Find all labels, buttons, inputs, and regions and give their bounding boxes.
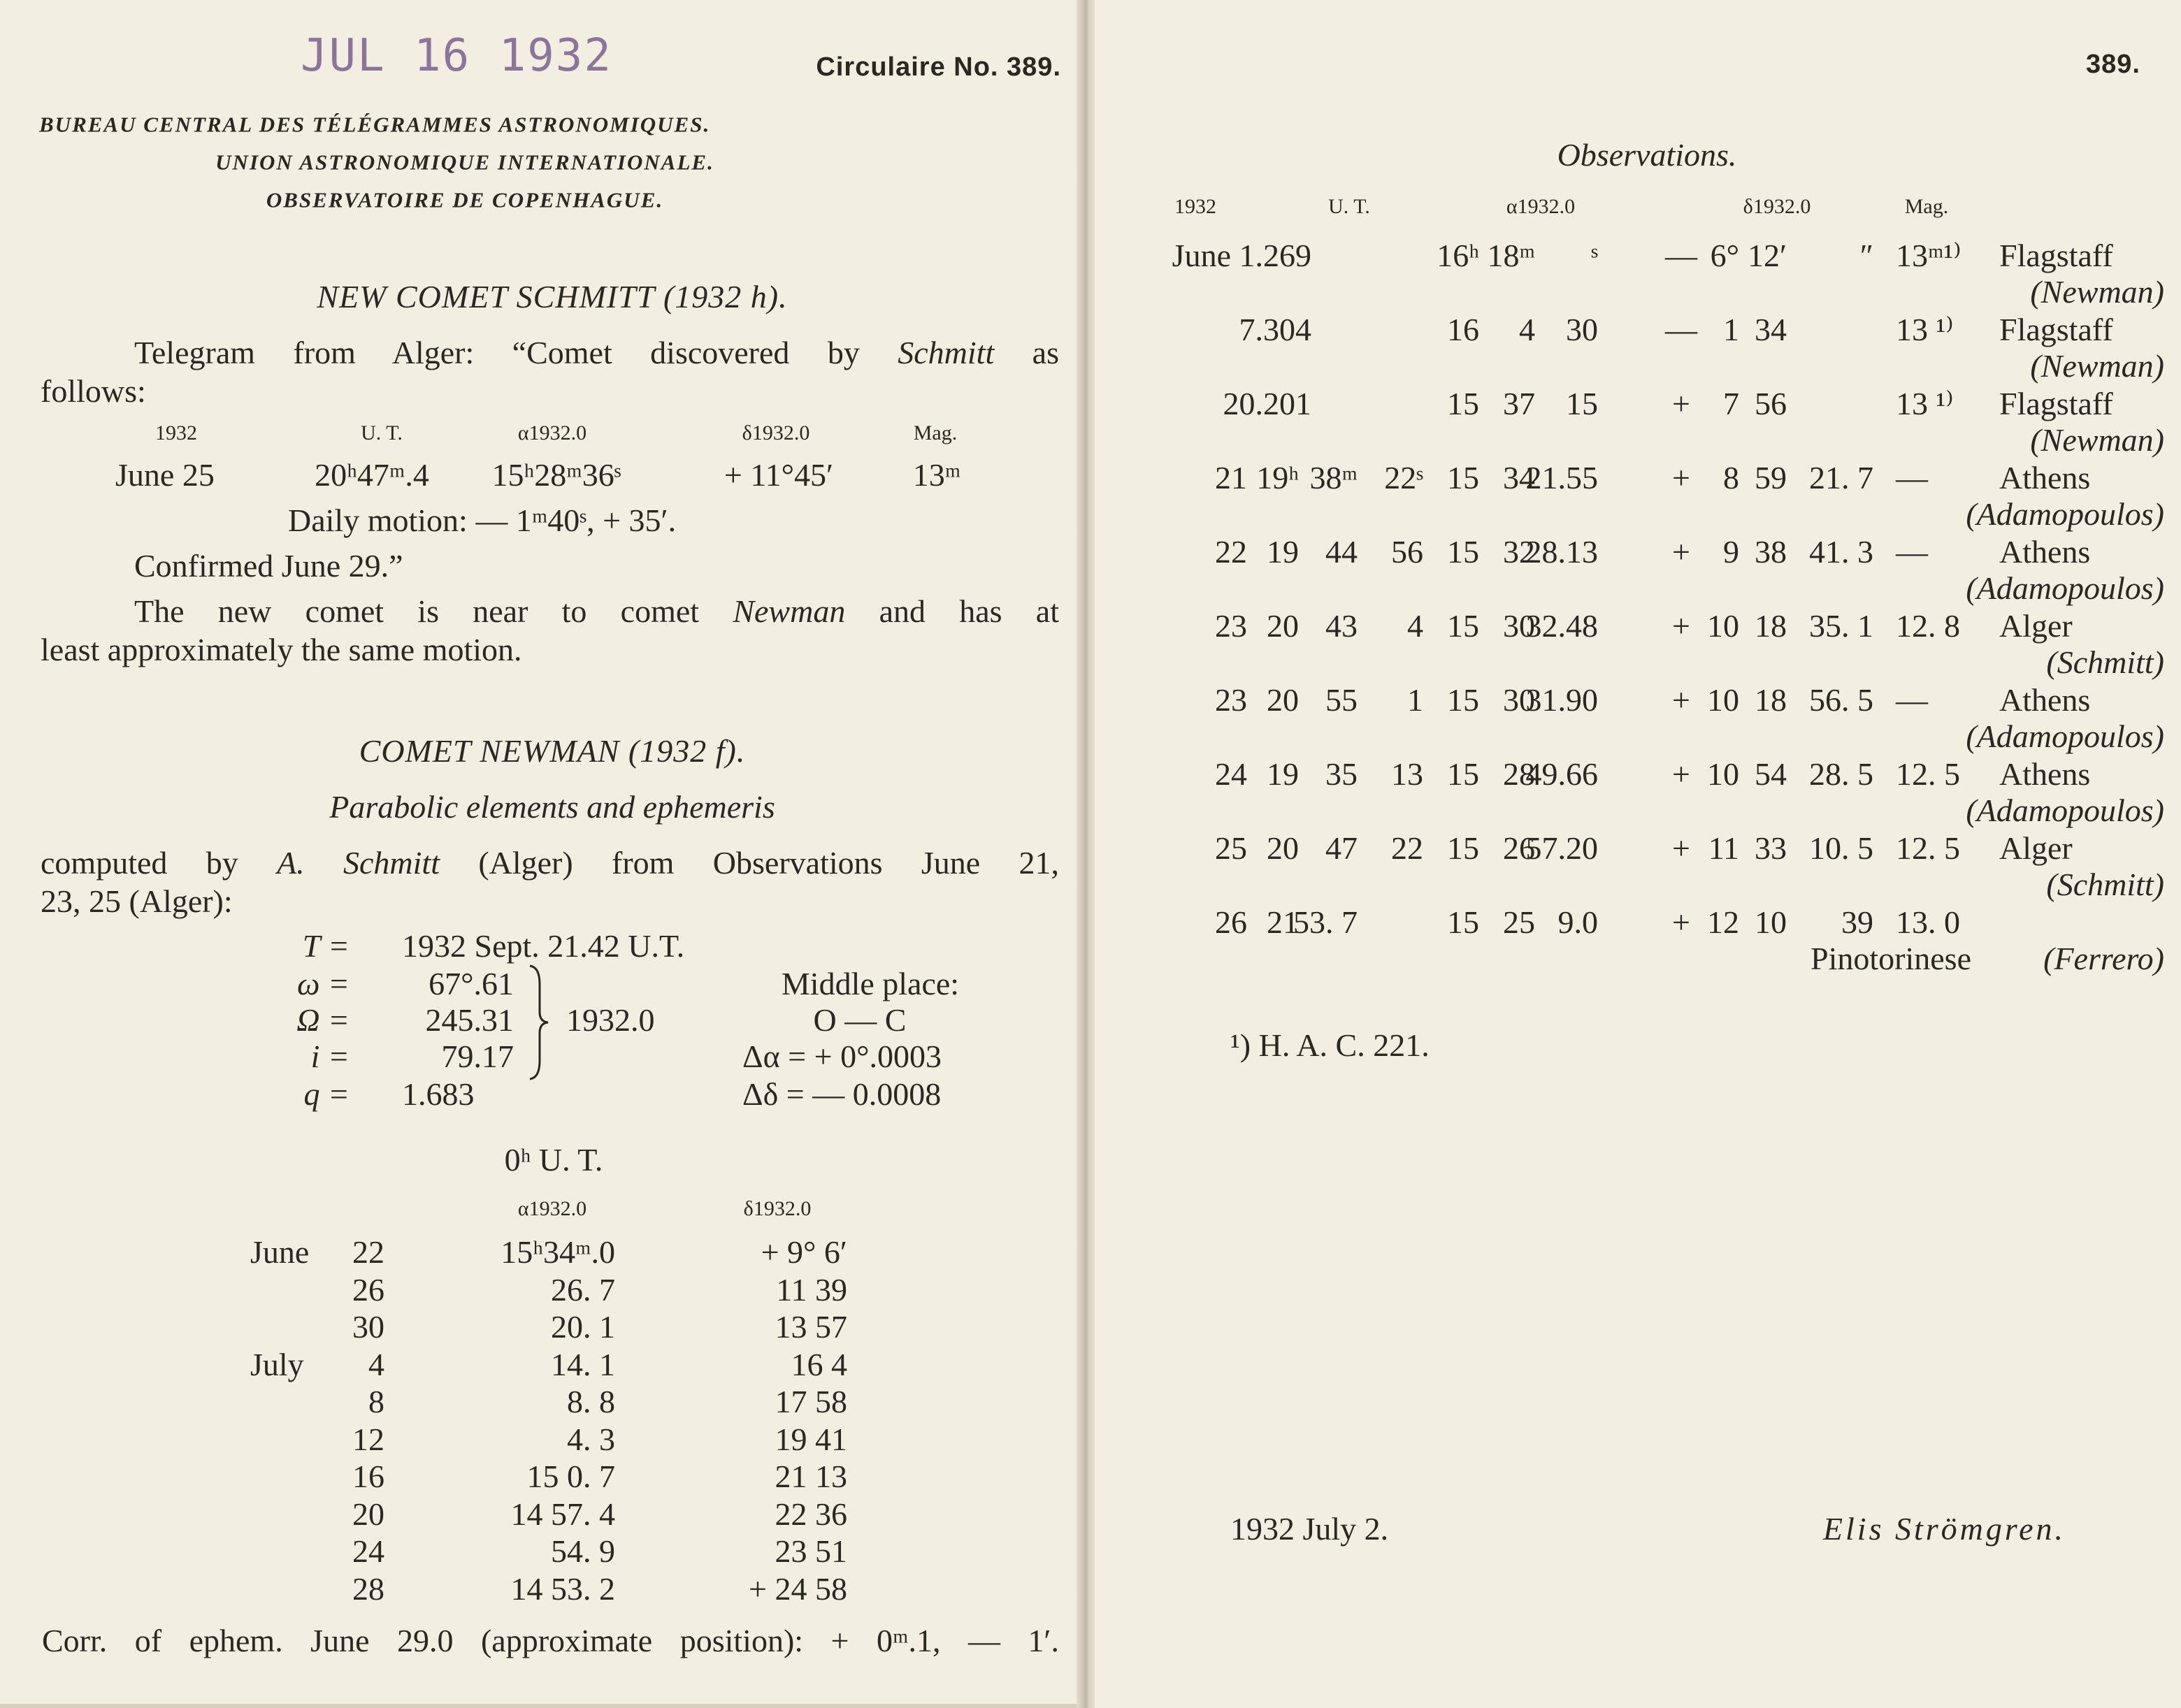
obs-date: June 1.269 — [1172, 238, 1311, 273]
obs-ra: 15 — [1447, 386, 1479, 421]
obs-observer: (Adamopoulos) — [1966, 570, 2164, 606]
obs-station: Flagstaff — [1999, 238, 2113, 273]
obs-date: 20.201 — [1223, 386, 1311, 421]
ephemeris-month: June — [250, 1234, 310, 1270]
obs-ra: 15 — [1447, 460, 1479, 495]
obs-ra: 30 — [1503, 608, 1535, 644]
column-header: Mag. — [913, 421, 958, 444]
obs-station: Athens — [1999, 756, 2091, 792]
ephemeris-correction: Corr. of ephem. June 29.0 (approximate position): + 0ᵐ.1, — 1′. — [42, 1623, 1059, 1658]
ephemeris-epoch: 0ʰ U. T. — [504, 1142, 603, 1178]
text: and has at — [845, 593, 1059, 629]
ephemeris-day: 22 — [352, 1234, 384, 1270]
page-number: 389. — [2086, 50, 2140, 79]
obs-station: Alger — [1999, 608, 2073, 644]
ephemeris-dec: 22 36 — [775, 1496, 847, 1532]
obs-time: 19 — [1267, 534, 1299, 570]
element-symbol: Ω = — [296, 1002, 350, 1038]
note-paragraph — [134, 595, 1059, 628]
confirmed: Confirmed June 29.” — [134, 548, 403, 584]
obs-ra: 4 — [1519, 312, 1535, 347]
obs-time: 47 — [1325, 830, 1358, 866]
obs-dec: 11 — [1708, 830, 1739, 866]
obs-ra: 15 — [1447, 756, 1479, 792]
column-header: δ1932.0 — [1743, 195, 1811, 218]
obs-dec: 34 — [1755, 312, 1787, 347]
obs-dec-sign: + — [1672, 608, 1690, 644]
ephemeris-dec: 19 41 — [775, 1421, 847, 1457]
obs-dec: 10 — [1707, 682, 1739, 718]
text: 23, 25 (Alger): — [41, 883, 233, 919]
daily-motion: Daily motion: — 1ᵐ40ˢ, + 35′. — [288, 502, 677, 538]
issue-date: 1932 July 2. — [1230, 1511, 1389, 1547]
bureau-line: BUREAU CENTRAL DES TÉLÉGRAMMES ASTRONOMIQUES. — [39, 112, 711, 137]
obs-ra: 15 — [1447, 904, 1479, 940]
obs-dec: 54 — [1755, 756, 1787, 792]
obs-dec: 8 — [1723, 460, 1739, 495]
obs-magnitude: 13 ¹⁾ — [1896, 386, 1954, 421]
obs-magnitude: 12. 5 — [1896, 830, 1960, 866]
obs-ra: 15 — [1447, 830, 1479, 866]
obs-dec: 10. 5 — [1809, 830, 1873, 866]
column-header: Mag. — [1904, 195, 1949, 218]
element-symbol: T = — [302, 928, 350, 964]
obs-dec-sign: + — [1672, 904, 1690, 940]
obs-dec: 28. 5 — [1809, 756, 1873, 792]
obs-date: 21 — [1215, 460, 1247, 495]
obs-dec: 38 — [1755, 534, 1787, 570]
circular-number: Circulaire No. 389. — [816, 52, 1061, 82]
discovery-time: 20ʰ47ᵐ.4 — [315, 457, 429, 493]
obs-station: Pinotorinese — [1811, 941, 1971, 976]
obs-observer: (Newman) — [2030, 422, 2164, 458]
telegram-paragraph — [134, 337, 1059, 369]
text: The new comet is near to comet — [134, 593, 733, 629]
ephemeris-dec: + 24 58 — [749, 1571, 847, 1607]
ephemeris-day: 26 — [352, 1272, 384, 1308]
delta-delta: Δδ = — 0.0008 — [742, 1076, 942, 1112]
obs-dec: 6° — [1710, 238, 1739, 273]
column-header: 1932 — [155, 421, 197, 444]
obs-ra: 15 — [1447, 534, 1479, 570]
text: (Alger) from Observations June 21, — [439, 845, 1059, 881]
ephemeris-dec: 21 13 — [775, 1459, 847, 1494]
middle-place-label: Middle place: — [781, 966, 960, 1001]
ephemeris-dec: 23 51 — [775, 1533, 847, 1569]
obs-dec: 39 — [1841, 904, 1873, 940]
obs-observer: (Adamopoulos) — [1966, 718, 2164, 754]
bureau-line: OBSERVATOIRE DE COPENHAGUE. — [266, 187, 664, 212]
obs-dec-sign: — — [1665, 312, 1697, 347]
element-value: 79.17 — [441, 1038, 514, 1074]
obs-ra: 49.66 — [1525, 756, 1598, 792]
ephemeris-dec: 17 58 — [775, 1384, 847, 1419]
obs-magnitude: 13ᵐ¹⁾ — [1896, 238, 1962, 273]
text: least approximately the same motion. — [41, 632, 522, 667]
ephemeris-ra: 26. 7 — [551, 1272, 615, 1308]
obs-magnitude: 12. 8 — [1896, 608, 1960, 644]
obs-dec-sign: + — [1672, 534, 1690, 570]
ephemeris-day: 24 — [352, 1533, 384, 1569]
obs-ra: 32.48 — [1525, 608, 1598, 644]
obs-dec: 35. 1 — [1809, 608, 1873, 644]
footnote: ¹) H. A. C. 221. — [1230, 1027, 1430, 1063]
obs-time: 56 — [1391, 534, 1423, 570]
obs-ra: 21.55 — [1525, 460, 1598, 495]
obs-magnitude: — — [1896, 460, 1928, 495]
comet-name: Newman — [733, 593, 846, 629]
obs-ra: 57.20 — [1525, 830, 1598, 866]
obs-dec: 1 — [1723, 312, 1739, 347]
obs-dec-sign: + — [1672, 830, 1690, 866]
column-header: δ1932.0 — [742, 421, 810, 444]
element-value: 1932 Sept. 21.42 U.T. — [402, 928, 685, 964]
bureau-line: UNION ASTRONOMIQUE INTERNATIONALE. — [215, 150, 714, 175]
obs-ra: 15 — [1447, 682, 1479, 718]
obs-date: 23 — [1215, 608, 1247, 644]
obs-ra: 37 — [1503, 386, 1535, 421]
obs-dec: 18 — [1755, 682, 1787, 718]
obs-date: 26 — [1215, 904, 1247, 940]
obs-ra: ˢ — [1591, 238, 1598, 273]
computed-paragraph — [41, 847, 1059, 879]
obs-dec-sign: + — [1672, 460, 1690, 495]
obs-dec: 56. 5 — [1809, 682, 1873, 718]
text: follows: — [41, 373, 146, 409]
column-header: α1932.0 — [1506, 195, 1576, 218]
obs-station: Alger — [1999, 830, 2073, 866]
section-subtitle: Parabolic elements and ephemeris — [329, 789, 775, 825]
received-date-stamp: JUL 16 1932 — [301, 30, 612, 82]
text: as — [994, 335, 1059, 370]
obs-observer: (Adamopoulos) — [1966, 496, 2164, 532]
obs-time: 55 — [1325, 682, 1358, 718]
obs-dec: 41. 3 — [1809, 534, 1873, 570]
o-c-label: O — C — [813, 1002, 907, 1038]
obs-magnitude: — — [1896, 534, 1928, 570]
ephemeris-ra: 15ʰ34ᵐ.0 — [501, 1234, 615, 1270]
obs-station: Athens — [1999, 534, 2091, 570]
obs-dec-sign: + — [1672, 386, 1690, 421]
obs-time: 53. 7 — [1293, 904, 1358, 940]
discovery-mag: 13ᵐ — [912, 457, 961, 493]
observations-title: Observations. — [1557, 137, 1737, 173]
ephemeris-day: 16 — [352, 1459, 384, 1494]
section-title: NEW COMET SCHMITT (1932 h). — [317, 279, 788, 314]
element-value: 1.683 — [402, 1076, 475, 1112]
ephemeris-ra: 4. 3 — [567, 1421, 615, 1457]
element-symbol: i = — [310, 1038, 350, 1074]
obs-time: 4 — [1407, 608, 1423, 644]
column-header: α1932.0 — [517, 1197, 587, 1220]
section-title: COMET NEWMAN (1932 f). — [359, 733, 746, 769]
obs-time: 35 — [1325, 756, 1358, 792]
ephemeris-ra: 15 0. 7 — [526, 1459, 615, 1494]
obs-magnitude: 12. 5 — [1896, 756, 1960, 792]
obs-observer: (Ferrero) — [2043, 941, 2164, 976]
obs-time: 22 — [1391, 830, 1423, 866]
discoverer-name: Schmitt — [898, 335, 995, 370]
ephemeris-day: 8 — [368, 1384, 384, 1419]
element-value: 67°.61 — [429, 966, 514, 1001]
obs-magnitude: — — [1896, 682, 1928, 718]
obs-dec: 59 — [1755, 460, 1787, 495]
discovery-date: June 25 — [115, 457, 215, 493]
obs-time: 13 — [1391, 756, 1423, 792]
text: Telegram from Alger: “Comet discovered by — [134, 335, 898, 370]
obs-time: 20 — [1267, 682, 1299, 718]
obs-magnitude: 13. 0 — [1896, 904, 1960, 940]
brace-icon — [524, 963, 552, 1082]
obs-time: 22ˢ — [1384, 460, 1423, 495]
obs-ra: 31.90 — [1525, 682, 1598, 718]
obs-dec-sign: + — [1672, 682, 1690, 718]
obs-observer: (Newman) — [2030, 348, 2164, 384]
ephemeris-ra: 14 57. 4 — [510, 1496, 615, 1532]
ephemeris-ra: 14 53. 2 — [510, 1571, 615, 1607]
element-value: 245.31 — [425, 1002, 514, 1038]
ephemeris-day: 12 — [352, 1421, 384, 1457]
signature: Elis Strömgren. — [1822, 1511, 2066, 1547]
obs-observer: (Newman) — [2030, 274, 2164, 310]
ephemeris-day: 4 — [368, 1347, 384, 1382]
obs-dec-sign: + — [1672, 756, 1690, 792]
obs-time: 20 — [1267, 608, 1299, 644]
obs-ra: 30 — [1566, 312, 1598, 347]
text: computed by — [41, 845, 278, 881]
ephemeris-day: 30 — [352, 1309, 384, 1345]
discovery-dec: + 11°45′ — [724, 457, 834, 493]
delta-alpha: Δα = + 0°.0003 — [742, 1038, 942, 1074]
obs-dec: 33 — [1755, 830, 1787, 866]
ephemeris-ra: 14. 1 — [551, 1347, 615, 1382]
ephemeris-month: July — [250, 1347, 304, 1382]
obs-dec: 10 — [1707, 756, 1739, 792]
obs-ra: 16 — [1447, 312, 1479, 347]
obs-date: 24 — [1215, 756, 1247, 792]
column-header: U. T. — [1328, 195, 1370, 218]
obs-dec: 10 — [1755, 904, 1787, 940]
ephemeris-ra: 8. 8 — [567, 1384, 615, 1419]
obs-station: Flagstaff — [1999, 386, 2113, 421]
obs-observer: (Adamopoulos) — [1966, 793, 2164, 828]
obs-date: 25 — [1215, 830, 1247, 866]
obs-ra: 9.0 — [1557, 904, 1598, 940]
equinox: 1932.0 — [566, 1002, 655, 1038]
obs-time: 44 — [1325, 534, 1358, 570]
obs-dec: 21. 7 — [1809, 460, 1873, 495]
column-header: δ1932.0 — [743, 1197, 812, 1220]
obs-time: 1 — [1407, 682, 1423, 718]
obs-dec: 18 — [1755, 608, 1787, 644]
obs-station: Athens — [1999, 682, 2091, 718]
obs-dec: 56 — [1755, 386, 1787, 421]
ephemeris-dec: + 9° 6′ — [761, 1234, 847, 1270]
ephemeris-day: 28 — [352, 1571, 384, 1607]
ephemeris-dec: 13 57 — [775, 1309, 847, 1345]
obs-ra: 34 — [1503, 460, 1535, 495]
obs-dec: ″ — [1859, 238, 1873, 273]
obs-ra: 28 — [1503, 756, 1535, 792]
obs-date: 22 — [1215, 534, 1247, 570]
column-header: U. T. — [361, 421, 403, 444]
obs-time: 20 — [1267, 830, 1299, 866]
obs-dec: 7 — [1723, 386, 1739, 421]
column-header: 1932 — [1174, 195, 1216, 218]
obs-date: 23 — [1215, 682, 1247, 718]
obs-ra: 26 — [1503, 830, 1535, 866]
obs-ra: 32 — [1503, 534, 1535, 570]
obs-dec: 9 — [1723, 534, 1739, 570]
obs-dec: 12′ — [1747, 238, 1787, 273]
computer-name: A. Schmitt — [277, 845, 440, 881]
obs-observer: (Schmitt) — [2046, 644, 2164, 680]
obs-dec: 12 — [1707, 904, 1739, 940]
obs-ra: 15 — [1447, 608, 1479, 644]
obs-date: 7.304 — [1239, 312, 1311, 347]
obs-time: 21 — [1267, 904, 1299, 940]
ephemeris-ra: 20. 1 — [551, 1309, 615, 1345]
ephemeris-dec: 16 4 — [791, 1347, 847, 1382]
obs-ra: 25 — [1503, 904, 1535, 940]
column-header: α1932.0 — [517, 421, 587, 444]
obs-time: 43 — [1325, 608, 1358, 644]
element-symbol: ω = — [296, 966, 350, 1001]
obs-time: 38ᵐ — [1309, 460, 1358, 495]
ephemeris-dec: 11 39 — [776, 1272, 847, 1308]
obs-ra: 18ᵐ — [1487, 238, 1535, 273]
ephemeris-ra: 54. 9 — [551, 1533, 615, 1569]
obs-ra: 16ʰ — [1437, 238, 1479, 273]
obs-ra: 30 — [1503, 682, 1535, 718]
left-page — [0, 0, 1082, 1708]
obs-ra: 28.13 — [1525, 534, 1598, 570]
discovery-ra: 15ʰ28ᵐ36ˢ — [491, 457, 621, 493]
element-symbol: q = — [303, 1076, 350, 1112]
obs-station: Athens — [1999, 460, 2091, 495]
obs-ra: 15 — [1566, 386, 1598, 421]
obs-magnitude: 13 ¹⁾ — [1896, 312, 1954, 347]
obs-time: 19ʰ — [1256, 460, 1299, 495]
obs-station: Flagstaff — [1999, 312, 2113, 347]
obs-dec-sign: — — [1665, 238, 1697, 273]
ephemeris-day: 20 — [352, 1496, 384, 1532]
obs-observer: (Schmitt) — [2046, 867, 2164, 902]
obs-dec: 10 — [1707, 608, 1739, 644]
obs-time: 19 — [1267, 756, 1299, 792]
